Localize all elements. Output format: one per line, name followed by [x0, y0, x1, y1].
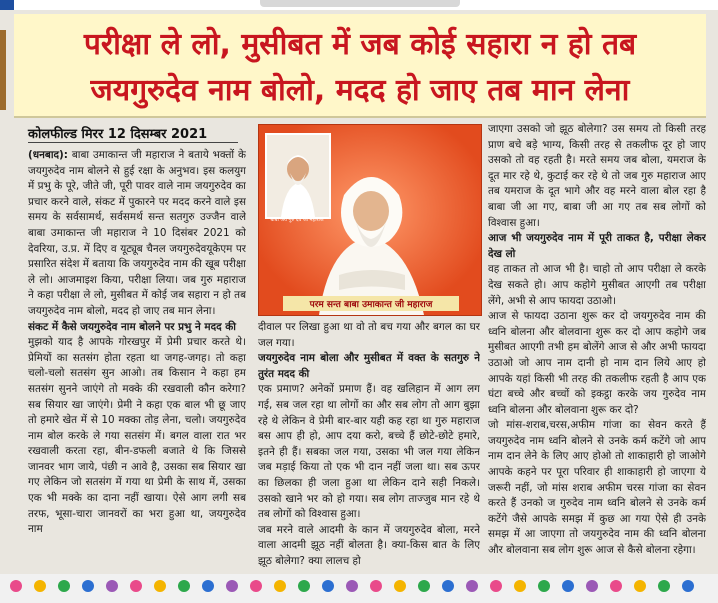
top-strip-marker — [0, 0, 14, 10]
decor-dot — [490, 580, 502, 592]
col1-para-1-text: बाबा उमाकान्त जी महाराज ने बताये भक्तों के जयगुरुदेव नाम बोलने से हुई रक्षा के अनुभव। इस कलयुग में प्रभु के पूरे, जीते जी, पूरी पावर वाले नाम जयगुरुदेव का प्रचार करने वाले, संकट में पुकारने पर मदद करने वाले इस समय के सर्वसामर्थ, सर्वसमर्थ सन्त सतगुरु उज्जैन वाले बाबा उमाकान्त जी महाराज ने 10 दिसंबर 2021 को देवरिया, उ.प्र. में दिए व यूट्यूब चैनल जयगुरुदेवयूकेएम पर प्रसारित संदेश में बताया कि जयगुरुदेव नाम की खूब परीक्षा ले लो। आजमाइश किया, परीक्षा लिया। जब गुरु महाराज ने कहा परीक्षा ले लो, मुसीबत में कोई जब सहारा न हो तब जयगुरुदेव नाम बोलो, मदद हो जाए तब मान लेना। — [28, 149, 246, 317]
col2-para-4: जब मरने वाले आदमी के कान में जयगुरुदेव बोला, मरने वाला आदमी झूठ नहीं बोलता है। क्या-किस बात के लिए झूठ बोलेगा? क्या लालच हो — [258, 523, 480, 567]
decor-dot — [10, 580, 22, 592]
inset-portrait — [267, 135, 329, 217]
top-strip-bar — [260, 0, 460, 7]
headline-line-1: परीक्षा ले लो, मुसीबत में जब कोई सहारा न हो तब — [83, 27, 637, 62]
decor-dot — [226, 580, 238, 592]
photo-inset — [265, 133, 331, 219]
col2-para-1: दीवाल पर लिखा हुआ था वो तो बच गया और बगल का घर जल गया। — [258, 321, 480, 349]
decor-dot — [610, 580, 622, 592]
col1-para-3: मुझको याद है आपके गोरखपुर में प्रेमी प्रचार करते थे। प्रेमियों का सतसंग होता रहता था जगह-जगह। तो कहा चलो-चलो सतसंग सुन आओ। तब किसान ने कहा हम सतसंग सुनने जाएंगे तो मक्के की रखवाली कौन करेगा? सब सियार खा जाएंगे। प्रेमी ने कहा एक बाल भी छू जाए तो हमारे खेत में से 10 मक्का तोड़ लेना, चलो। जयगुरुदेव नाम बोल करके ले गया सतसंग में। बगल वाला रात भर रखवाली करता रहा, बीन-डफली बजाते थे कि जिससे जानवर भाग जाये, पंछी न आवे है, उसका सब सियार खा गए लेकिन जो सतसंग में गया था प्रेमी के साथ में, उसका एक भी मक्के का दाना नहीं खाया। ऐसे आग लगी सब तरफ, भूसा-चारा जानवरों का भरा हुआ था, जयगुरुदेव नाम — [28, 336, 246, 536]
decor-dot — [370, 580, 382, 592]
decor-dot — [514, 580, 526, 592]
col1-subhead: संकट में कैसे जयगुरुदेव नाम बोलने पर प्रभु ने मदद की — [28, 320, 236, 333]
decor-dot — [178, 580, 190, 592]
page-edge-mark — [0, 30, 6, 110]
decor-dot — [58, 580, 70, 592]
decor-dot — [682, 580, 694, 592]
decor-dot — [154, 580, 166, 592]
decor-dot — [34, 580, 46, 592]
decor-dot — [322, 580, 334, 592]
dateline-rule — [28, 142, 238, 143]
top-strip — [0, 0, 718, 10]
decor-dot — [418, 580, 430, 592]
col2-para-3: एक प्रमाण? अनेकों प्रमाण हैं। वह खलिहान में आग लग गई, सब जल रहा था लोगों का और सब लोग तो आग बुझा रहे थे लेकिन वे प्रेमी बार-बार यही कह रहा था गुरु महाराज बस आप ही हो, आप दया करो, बच्चे हैं छोटे-छोटे हमारे, इतने ही हैं। सबका जल गया, उसका भी जल गया लेकिन जब मड़ाई किया तो एक भी दान नहीं जला था। सब ऊपर का छिलका ही जला हुआ था लेकिन दाने सही निकले। उसको खाने भर को हो गया। सब लोग ताज्जुब मान रहे थे तब लोगों को विश्वास हुआ। — [258, 383, 480, 521]
decor-dot — [298, 580, 310, 592]
decor-dot — [250, 580, 262, 592]
decor-dot — [538, 580, 550, 592]
decor-dot — [130, 580, 142, 592]
dateline: कोलफील्ड मिरर 12 दिसम्बर 2021 — [28, 127, 208, 142]
headline-line-2: जयगुरुदेव नाम बोलो, मदद हो जाए तब मान लेना — [90, 73, 630, 108]
article-column-1 — [28, 148, 246, 568]
col3-para-1: जाएगा उसको जो झूठ बोलेगा? उस समय तो किसी तरह प्राण बचे बड़े भाग्य, किसी तरह से तकलीफ दूर हो जाए उसको तो वह रहती है। मरते समय जब बोला, यमराज के दूत मार रहे थे, कुटाई कर रहे थे तो जब गुरु महाराज आए तब यमराज के दूत भागे और वह मरने वाला बोल रहा है बाबा जी आ गए, बाबा जी आ गए तब सब लोगों को विश्वास हुआ। — [488, 123, 706, 229]
col1-para-1 — [28, 148, 246, 320]
col3-subhead: आज भी जयगुरुदेव नाम में पूरी ताकत है, परीक्षा लेकर देख लो — [488, 232, 706, 260]
headline-box — [14, 14, 706, 118]
col3-para-4: आज से फायदा उठाना शुरू कर दो जयगुरुदेव नाम की ध्वनि बोलना और बोलवाना शुरू कर दो आप कहोगे जब मुसीबत आएगी तभी हम बोलेंगे आज से और अभी फायदा उठाओ जो आप नाम दानी हो नाम दान लिये आए हो आपके यहां किसी भी तरह की तकलीफ रहती है आप एक घंटा बच्चे और बच्चों को इकट्ठा करके जय गुरुदेव नाम ध्वनि बोलना और बोलवाना शुरू कर दो? — [488, 310, 706, 416]
decor-dot — [346, 580, 358, 592]
decor-dot — [442, 580, 454, 592]
col2-subhead: जयगुरुदेव नाम बोला और मुसीबत में वक्त के सतगुरु ने तुरंत मदद की — [258, 352, 480, 380]
decor-dot — [562, 580, 574, 592]
article-photo — [258, 124, 482, 316]
decor-dot — [658, 580, 670, 592]
col1-lead: (धनबाद): — [28, 149, 68, 161]
decor-dot — [202, 580, 214, 592]
decor-dot — [82, 580, 94, 592]
article-column-2 — [258, 320, 480, 570]
decor-dot — [394, 580, 406, 592]
decor-dot — [274, 580, 286, 592]
decor-dot — [466, 580, 478, 592]
decor-dot — [586, 580, 598, 592]
photo-caption-bottom: परम सन्त बाबा उमाकान्त जी महाराज — [283, 296, 459, 311]
col3-para-5: जो मांस-शराब,चरस,अफीम गांजा का सेवन करते हैं जयगुरुदेव नाम ध्वनि बोलने से उनके कर्म कटेंगे जो आप नाम दान लेने के लिए आए होओ तो शाकाहारी हो जाओगे आपके कहने पर पूरा परिवार ही शाकाहारी हो जाएगा ये जरूरी नहीं, जो मांस शराब अफीम चरस गांजा का सेवन करते हैं उनको ज गुरुदेव नाम ध्वनि बोलने से उनके कर्म कटेंगे जैसे आपके समझ में कुछ आ गया ऐसे ही उनके समझ में आ जाएगा तो जयगुरुदेव नाम की ध्वनि बोलना और बोलवाना सब लोग शुरू आज से कैसे बोलना रहेगा। — [488, 419, 706, 557]
article-column-3 — [488, 122, 706, 570]
photo-inset-caption: बाबा जय गुरु देव जी महाराज — [270, 217, 324, 223]
decor-dot — [634, 580, 646, 592]
col3-para-3: वह ताकत तो आज भी है। चाहो तो आप परीक्षा ले करके देख सकते हो। आप कहोगे मुसीबत आएगी तब परीक्षा लेंगे, अभी से आप फायदा उठाओ। — [488, 263, 706, 307]
decor-dot — [106, 580, 118, 592]
